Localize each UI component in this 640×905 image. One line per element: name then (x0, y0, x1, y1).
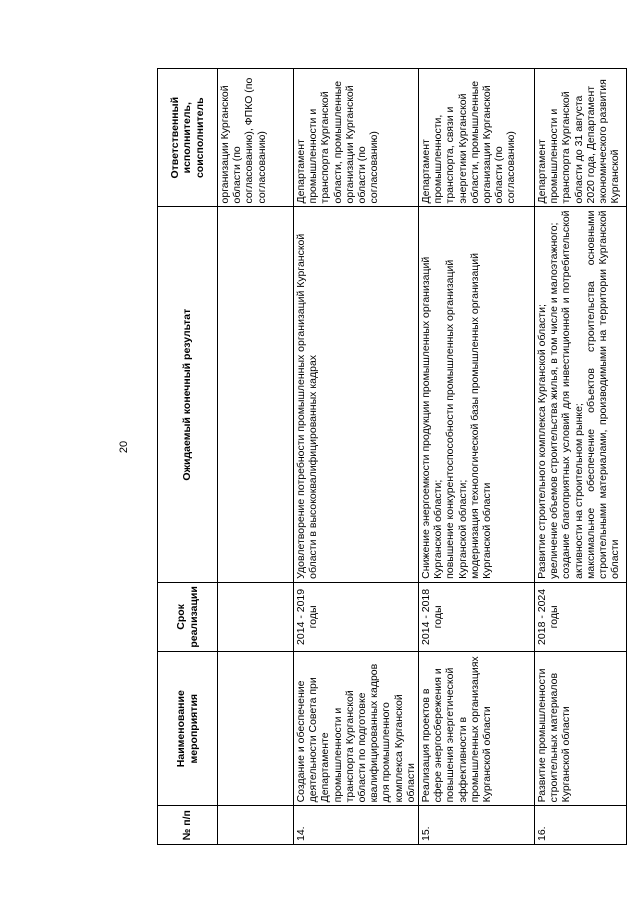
table-row (294, 69, 419, 845)
table-row (535, 69, 627, 845)
row-name: Реализация проектов в сфере энергосбережения и повышения энергетической эффективности в промышленных организациях Курганской области (419, 652, 535, 806)
result-line: повышение конкурентоспособности промышленных организаций Курганской области; (444, 259, 469, 579)
table-header-row (158, 69, 218, 845)
result-line: увеличение объемов строительства жилья, в том числе и малоэтажного; (548, 222, 561, 579)
header-executor: Ответственный исполнитель, соисполнитель (158, 69, 218, 207)
result-line: создание благоприятных условий для инвестиционной и потребительской активности на строительном рынке; (560, 210, 585, 579)
cont-executor: организации Курганской области (по согласованию), ФПКО (по согласованию) (218, 69, 294, 207)
row-num: 14. (294, 806, 419, 845)
row-result (535, 207, 627, 582)
row-executor: Департамент промышленности и транспорта Курганской области до 31 августа 2020 года, Департамент экономического развития Курганской (535, 69, 627, 207)
header-num: № п/п (158, 806, 218, 845)
row-num: 16. (535, 806, 627, 845)
header-term: Срок реализации (158, 582, 218, 651)
row-result: Удовлетворение потребности промышленных организаций Курганской области в высококвалифицированных кадрах (294, 207, 419, 582)
cont-term (218, 582, 294, 651)
cont-num (218, 806, 294, 845)
table-row-continuation (218, 69, 294, 845)
row-result (419, 207, 535, 582)
measures-table (157, 68, 627, 845)
rotated-page-content (157, 68, 622, 845)
row-executor: Департамент промышленности и транспорта Курганской области, промышленные организации Курганской области (по согласованию) (294, 69, 419, 207)
result-line: максимальное обеспечение объектов строительства основными строительными материалами, производимыми на территории Курганской области (584, 210, 622, 579)
header-name: Наименование мероприятия (158, 652, 218, 806)
page-number: 20 (118, 440, 130, 454)
header-result: Ожидаемый конечный результат (158, 207, 218, 582)
row-term: 2014 - 2018 годы (419, 582, 535, 651)
row-term: 2018 - 2024 годы (535, 582, 627, 651)
result-line: Снижение энергоемкости продукции промышленных организаций Курганской области; (420, 256, 445, 579)
table-row (419, 69, 535, 845)
row-term: 2014 - 2019 годы (294, 582, 419, 651)
row-executor: Департамент промышленности, транспорта, связи и энергетики Курганской области, промышленные организации Курганской области (по согласованию) (419, 69, 535, 207)
row-name: Создание и обеспечение деятельности Совета при Департаменте промышленности и транспорта Курганской области по подготовке квалифицированных кадров для промышленного комплекса Курганской области (294, 652, 419, 806)
result-line: модернизация технологической базы промышленных организаций Курганской области (468, 252, 494, 579)
cont-name (218, 652, 294, 806)
row-num: 15. (419, 806, 535, 845)
row-name: Развитие промышленности строительных материалов Курганской области (535, 652, 627, 806)
cont-result (218, 207, 294, 582)
result-line: Развитие строительного комплекса Курганской области; (536, 304, 549, 579)
